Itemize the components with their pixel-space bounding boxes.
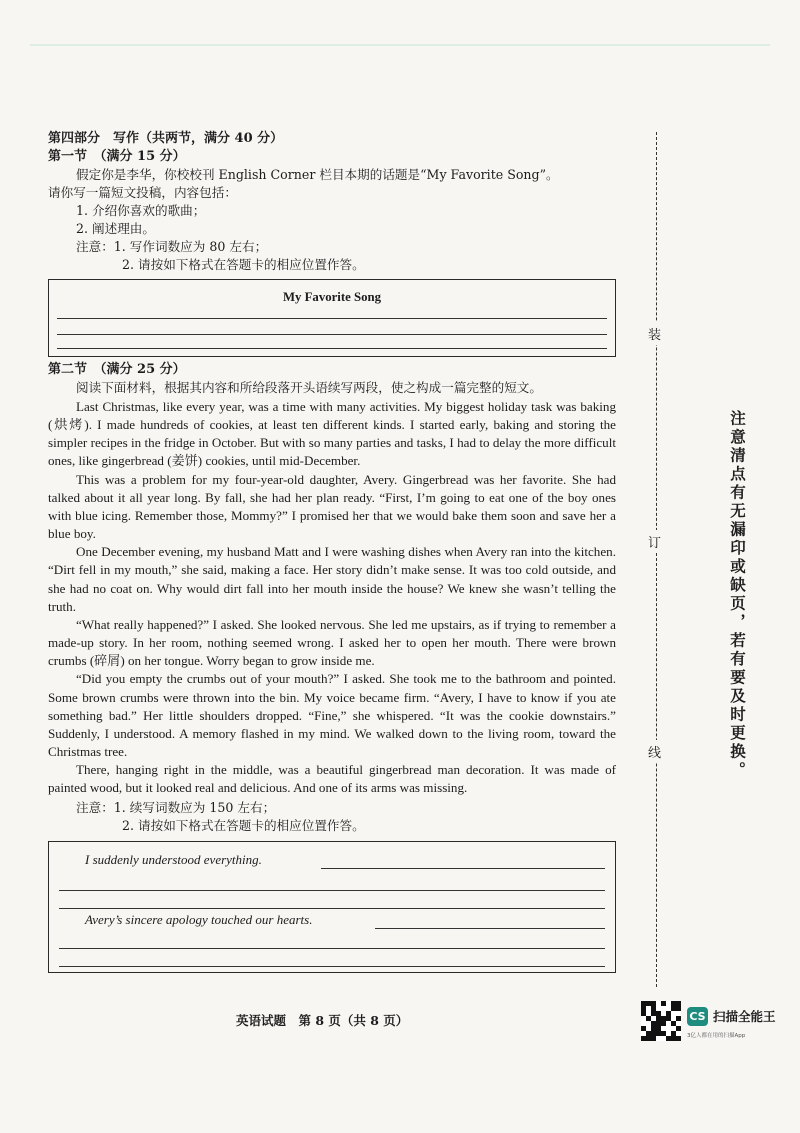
section2-note1: 注意：1. 续写词数应为 150 左右； [76, 800, 276, 816]
writing-line [321, 868, 605, 869]
writing-line [57, 318, 607, 319]
section1-title: 第一节 （满分 15 分） [48, 149, 186, 164]
writing-line [59, 948, 605, 949]
writing-line [59, 890, 605, 891]
answer-format-box-1 [48, 279, 616, 357]
passage-paragraph: One December evening, my husband Matt and I were washing dishes when Avery ran into the kitchen. “Dirt fell in my mouth,” she said, making a face. Her story didn’t make sense. It was too cold outside, and she had no coat on. Why would dirt fall into her mouth inside the house? We knew she wasn’t telling the truth. [48, 544, 616, 614]
passage-paragraph: “What really happened?” I asked. She looked nervous. She led me upstairs, as if trying to remember a made-up story. In her room, nothing seemed wrong. I asked her to open her mouth. There were brown crumbs (碎屑) on her tongue. Worry began to grow inside me. [48, 616, 616, 669]
writing-line [57, 348, 607, 349]
passage-paragraph: Last Christmas, like every year, was a time with many activities. My biggest holiday task was baking (烘烤). I made hundreds of cookies, at least ten different kinds. I started early, baking and storing the simpler recipes in the fridge in October. But with so many parties and tasks, I had to delay the more difficult ones, like gingerbread (姜饼) cookies, until mid-December. [48, 399, 616, 469]
scanner-watermark [641, 1001, 776, 1041]
scanner-app-name: 扫描全能王 [713, 1009, 776, 1024]
section2-title: 第二节 （满分 25 分） [48, 362, 186, 377]
section2-instruction: 阅读下面材料，根据其内容和所给段落开头语续写两段，使之构成一篇完整的短文。 [76, 380, 542, 395]
section1-prompt-line1: 假定你是李华，你校校刊 English Corner 栏目本期的话题是“My Favorite Song”。 [76, 167, 559, 182]
page-top-edge [30, 44, 770, 46]
reading-passage [48, 398, 616, 797]
writing-line [375, 928, 605, 929]
section1-prompt-line2: 请你写一篇短文投稿，内容包括： [48, 185, 237, 200]
binding-dashed-line [656, 132, 657, 987]
binding-mark-zhuang: 装 [648, 322, 661, 345]
passage-paragraph: “Did you empty the crumbs out of your mouth?” I asked. She took me to the bathroom and pointed. Some brown crumbs were thrown into the bin. My voice became firm. “Avery, I have to know if you ate something bad.” Her little shoulders dropped. “Fine,” she whispered. “It was the cookie downstairs.” Suddenly, I understood. A memory flashed in my mind. We walked down to the living room, toward the Christmas tree. [48, 671, 616, 759]
passage-paragraph: This was a problem for my four-year-old daughter, Avery. Gingerbread was her favorite. She had talked about it all year long. By fall, she had her plan ready. “First, I’m going to eat one of the boy ones with blue icing. Remember those, Mommy?” I promised her that we would bake them soon and save her a blue boy. [48, 471, 616, 542]
section1-note1: 注意：1. 写作词数应为 80 左右； [76, 239, 268, 254]
writing-line [59, 908, 605, 909]
side-notice: 注意清点有无漏印或缺页，若有要及时更换。 [728, 410, 747, 780]
answer-format-box-2 [48, 841, 616, 973]
section2-note2: 2. 请按如下格式在答题卡的相应位置作答。 [122, 818, 365, 834]
scanner-tagline: 3亿人都在用的扫描App [687, 1033, 746, 1039]
qr-code-icon [641, 1001, 681, 1041]
passage-paragraph: There, hanging right in the middle, was a beautiful gingerbread man decoration. It was made of painted wood, but it looked real and delicious. And one of its arms was missing. [48, 762, 616, 796]
binding-mark-xian: 线 [648, 740, 661, 763]
section1-note2: 2. 请按如下格式在答题卡的相应位置作答。 [122, 257, 365, 272]
writing-line [59, 966, 605, 967]
answer-box-title: My Favorite Song [282, 290, 382, 304]
writing-line [57, 334, 607, 335]
binding-mark-ding: 订 [648, 530, 661, 553]
page-footer: 英语试题 第 8 页（共 8 页） [236, 1013, 409, 1028]
section1-point1: 1. 介绍你喜欢的歌曲； [76, 203, 206, 218]
paragraph-opener-2: Avery’s sincere apology touched our hearts. [85, 912, 313, 928]
paragraph-opener-1: I suddenly understood everything. [85, 852, 262, 868]
exam-content [48, 130, 616, 973]
part-heading: 第四部分 写作（共两节，满分 40 分） [48, 131, 284, 146]
section1-point2: 2. 阐述理由。 [76, 221, 155, 236]
camscanner-logo-icon: CS [687, 1007, 708, 1026]
